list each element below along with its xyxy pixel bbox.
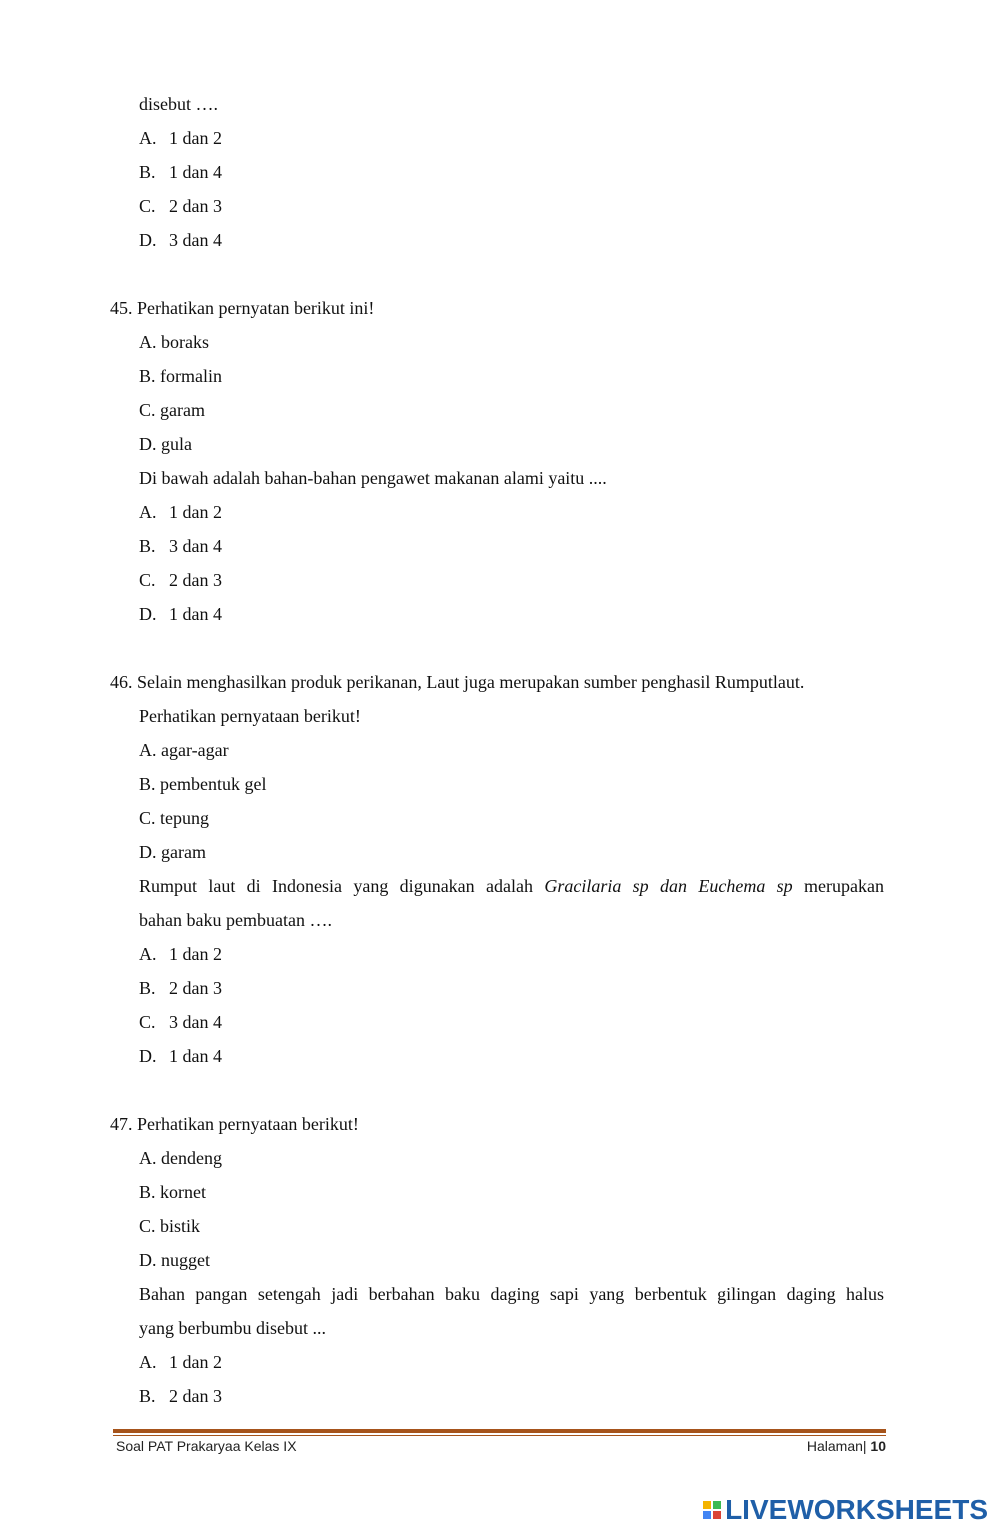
option-letter: B. — [139, 536, 156, 556]
q46-question-line-2: bahan baku pembuatan …. — [139, 910, 332, 930]
q45-item-4: D. gula — [139, 434, 192, 454]
page-label: Halaman| — [806, 1438, 867, 1454]
option-letter: A. — [139, 502, 157, 522]
question-text: merupakan — [804, 876, 884, 896]
option-text: 1 dan 4 — [169, 604, 222, 624]
q45-item-1: A. boraks — [139, 332, 209, 352]
logo-square-icon — [713, 1511, 721, 1519]
q46-question-line-1 — [139, 875, 884, 897]
option-text: 3 dan 4 — [169, 230, 222, 250]
q45-option-c[interactable] — [139, 569, 222, 591]
carry-option-a — [139, 127, 222, 149]
option-letter: A. — [139, 944, 157, 964]
option-text: 2 dan 3 — [169, 1386, 222, 1406]
option-letter: D. — [139, 1046, 157, 1066]
q47-option-a[interactable] — [139, 1351, 222, 1373]
q46-item-1: A. agar-agar — [139, 740, 229, 760]
option-text: 2 dan 3 — [169, 978, 222, 998]
option-letter: C. — [139, 570, 156, 590]
q46-option-a[interactable] — [139, 943, 222, 965]
logo-square-icon — [703, 1511, 711, 1519]
q46-option-b[interactable] — [139, 977, 222, 999]
question-prompt: Perhatikan pernyatan berikut ini! — [137, 298, 375, 318]
carry-option-c — [139, 195, 222, 217]
question-45-prompt — [110, 297, 374, 319]
q47-item-2: B. kornet — [139, 1182, 206, 1202]
option-text: 1 dan 2 — [169, 502, 222, 522]
question-prompt: Selain menghasilkan produk perikanan, Laut juga merupakan sumber penghasil Rumputlaut. — [137, 672, 805, 692]
question-number: 47. — [110, 1114, 133, 1134]
option-text: 1 dan 4 — [169, 1046, 222, 1066]
q45-option-a[interactable] — [139, 501, 222, 523]
option-text: 3 dan 4 — [169, 1012, 222, 1032]
footer-rule — [113, 1429, 886, 1433]
q47-item-3: C. bistik — [139, 1216, 201, 1236]
question-number: 45. — [110, 298, 133, 318]
option-text: 1 dan 2 — [169, 1352, 222, 1372]
option-letter: B. — [139, 1386, 156, 1406]
q45-item-3: C. garam — [139, 400, 205, 420]
page-number: 10 — [870, 1438, 886, 1454]
brand-name: LIVEWORKSHEETS — [725, 1494, 988, 1525]
species-name: Gracilaria sp dan Euchema sp — [544, 876, 793, 896]
q47-item-4: D. nugget — [139, 1250, 210, 1270]
option-text: 2 dan 3 — [169, 570, 222, 590]
option-letter: A. — [139, 128, 157, 148]
q46-option-d[interactable] — [139, 1045, 222, 1067]
liveworksheets-icon — [703, 1501, 721, 1519]
q46-prompt-2: Perhatikan pernyataan berikut! — [139, 706, 361, 726]
q47-question-line-2: yang berbumbu disebut ... — [139, 1318, 326, 1338]
logo-square-icon — [703, 1501, 711, 1509]
liveworksheets-logo[interactable] — [703, 1494, 988, 1526]
q45-item-2: B. formalin — [139, 366, 222, 386]
footer-title: Soal PAT Prakaryaa Kelas IX — [116, 1438, 297, 1454]
q46-option-c[interactable] — [139, 1011, 222, 1033]
q47-item-1: A. dendeng — [139, 1148, 222, 1168]
option-text: 1 dan 2 — [169, 128, 222, 148]
footer-page — [807, 1437, 886, 1455]
q47-question-line-1: Bahan pangan setengah jadi berbahan baku daging sapi yang berbentuk gilingan daging halus — [139, 1284, 884, 1304]
q45-option-d[interactable] — [139, 603, 222, 625]
q46-item-2: B. pembentuk gel — [139, 774, 267, 794]
option-text: 1 dan 2 — [169, 944, 222, 964]
carry-option-d — [139, 229, 222, 251]
q46-item-4: D. garam — [139, 842, 206, 862]
question-text: Rumput laut di Indonesia yang digunakan adalah — [139, 876, 533, 896]
q46-item-3: C. tepung — [139, 808, 209, 828]
carry-option-b — [139, 161, 222, 183]
q45-question: Di bawah adalah bahan-bahan pengawet makanan alami yaitu .... — [139, 468, 607, 488]
logo-square-icon — [713, 1501, 721, 1509]
option-letter: D. — [139, 230, 157, 250]
option-text: 2 dan 3 — [169, 196, 222, 216]
question-prompt: Perhatikan pernyataan berikut! — [137, 1114, 359, 1134]
option-letter: C. — [139, 1012, 156, 1032]
question-number: 46. — [110, 672, 133, 692]
q45-option-b[interactable] — [139, 535, 222, 557]
option-letter: D. — [139, 604, 157, 624]
option-text: 1 dan 4 — [169, 162, 222, 182]
option-text: 3 dan 4 — [169, 536, 222, 556]
option-letter: C. — [139, 196, 156, 216]
option-letter: B. — [139, 162, 156, 182]
q47-option-b[interactable] — [139, 1385, 222, 1407]
carry-question-text: disebut …. — [139, 94, 218, 114]
option-letter: B. — [139, 978, 156, 998]
option-letter: A. — [139, 1352, 157, 1372]
footer-rule-thin — [113, 1435, 886, 1436]
question-46-prompt — [110, 671, 804, 693]
question-47-prompt — [110, 1113, 359, 1135]
